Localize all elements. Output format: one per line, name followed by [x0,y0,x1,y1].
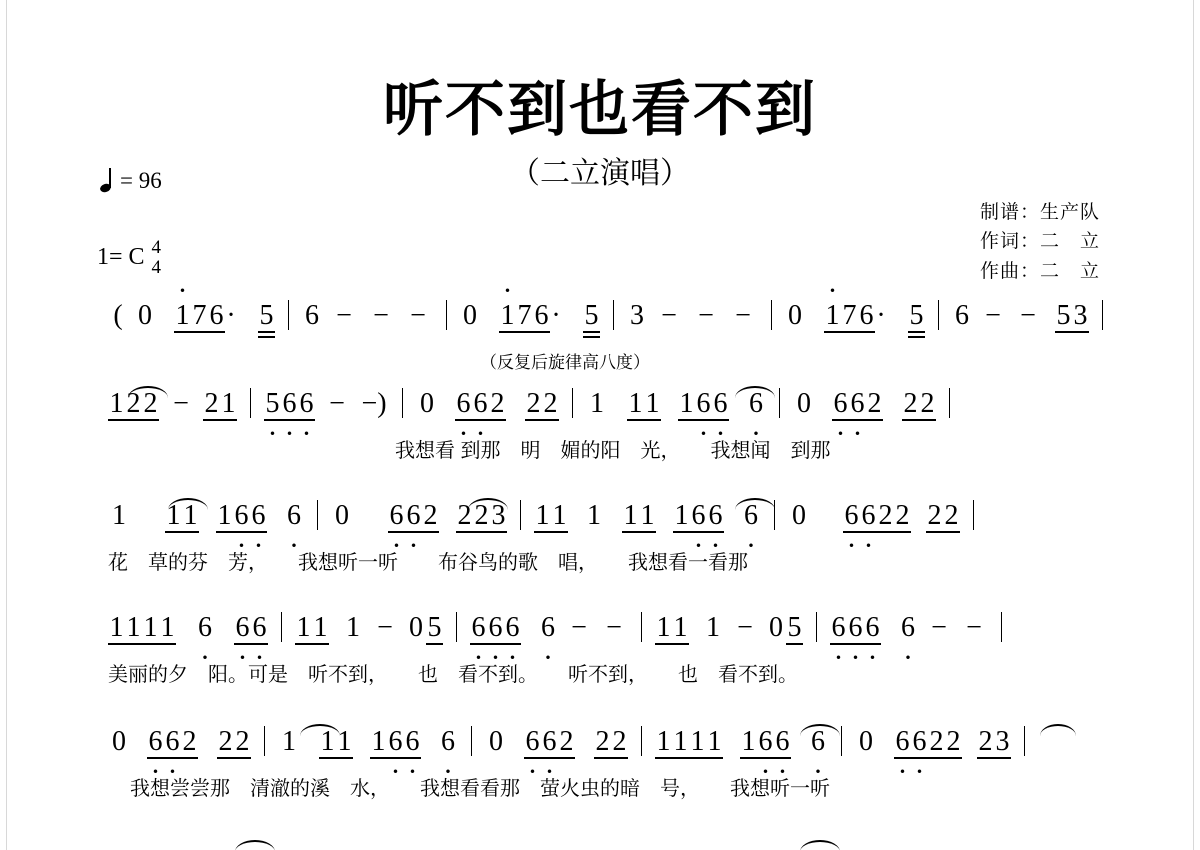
key-signature [97,238,161,278]
note-dot: · [551,300,561,331]
note: 1 [337,726,352,757]
note-row-5 [0,726,1200,772]
note: − [1020,300,1036,331]
note: 1 [690,726,705,757]
note: 1 [741,726,756,757]
note: 6 [209,300,224,331]
note: − [737,612,753,643]
note: −) [361,388,387,419]
note: · 1 [174,300,191,332]
note: 1 [320,726,335,757]
note: 1 [673,726,688,757]
note: 2 [927,500,942,531]
note: 3 [995,726,1010,757]
note: 7 [842,300,857,331]
note: 1 [166,500,181,531]
barline [471,726,472,756]
note: · 6 [234,612,251,644]
note: · 6 [541,726,558,758]
credit-composer: 作曲：二 立 [979,260,1100,282]
note: 1 [371,726,386,757]
note: 0 [769,612,783,643]
note: · 6 [233,500,250,532]
note: 2 [126,388,141,419]
note: 5 [584,300,599,331]
song-subtitle: （二立演唱） [510,157,690,190]
credit-arranger: 制谱：生产队 [979,202,1100,223]
repeat-annotation: （反复后旋律高八度） [480,353,650,372]
note: 5 [909,300,924,331]
note: 0 [463,300,477,331]
note: · 6 [746,388,766,420]
note: 1 [217,500,232,531]
note: 0 [409,612,423,643]
note: · 6 [455,388,472,420]
note: 1 [679,388,694,419]
note: · 6 [251,612,268,644]
lyric-row-3: 花 草的芬 芳， 我想听一听 布谷鸟的歌 唱， 我想看一看那 [108,552,748,574]
note: 0 [335,500,349,531]
quarter-note-icon [100,168,114,194]
lyric-row-1 [0,346,1200,376]
note: 3 [1073,300,1088,331]
note: 2 [143,388,158,419]
note: · 6 [774,726,791,758]
slur [800,840,840,850]
song-title: 听不到也看不到 [383,76,817,143]
note: 0 [489,726,503,757]
note: · 6 [898,612,918,644]
note: 6 [534,300,549,331]
note: 2 [920,388,935,419]
note: 1 [623,500,638,531]
lyric-row-2: 我想看 到那 明 媚的阳 光， 我想闻 到那 [395,440,831,462]
note: 2 [218,726,233,757]
note: 2 [978,726,993,757]
slur [235,840,275,850]
note: 3 [630,300,644,331]
note: 1 [221,388,236,419]
note: · 6 [388,500,405,532]
barline [446,300,447,330]
note: 1 [707,726,722,757]
note: 1 [143,612,158,643]
barline [1024,726,1025,756]
note: − [329,388,345,419]
note: · 6 [911,726,928,758]
note: · 6 [470,612,487,644]
note: 1 [313,612,328,643]
note: − [735,300,751,331]
note: · 6 [164,726,181,758]
note: 1 [109,612,124,643]
note: 1 [645,388,660,419]
barline [816,612,817,642]
note: 5 [259,300,274,331]
note: − [410,300,426,331]
barline [949,388,950,418]
note: 2 [946,726,961,757]
tempo-marking [100,168,162,194]
note: · 6 [298,388,315,420]
note: 2 [457,500,472,531]
note: 1 [535,500,550,531]
note: · 6 [707,500,724,532]
note: 1 [183,500,198,531]
note: · 6 [847,612,864,644]
note: · 6 [538,612,558,644]
note: 6 [859,300,874,331]
barline [572,388,573,418]
note: 2 [903,388,918,419]
note: 2 [423,500,438,531]
note: 2 [559,726,574,757]
note: 7 [517,300,532,331]
barline [641,612,642,642]
note: 0 [788,300,802,331]
note: · 5 [264,388,281,420]
note: 1 [640,500,655,531]
note: 0 [112,726,126,757]
note: · 1 [499,300,516,332]
note: 2 [490,388,505,419]
note: · 6 [741,500,761,532]
note: 0 [859,726,873,757]
note: − [931,612,947,643]
slur [1040,724,1076,736]
note: · 6 [524,726,541,758]
barline [250,388,251,418]
note: · 6 [404,726,421,758]
barline [456,612,457,642]
note: · 6 [849,388,866,420]
barline [264,726,265,756]
note: · 6 [695,388,712,420]
time-denominator: 4 [151,256,162,278]
note: 2 [929,726,944,757]
note: 1 [656,726,671,757]
music-system-5 [0,726,1200,802]
note: 0 [420,388,434,419]
time-numerator: 4 [151,237,162,258]
note: · 6 [250,500,267,532]
note: − [606,612,622,643]
note: 0 [792,500,806,531]
note: 2 [867,388,882,419]
note-row-3 [0,500,1200,546]
barline [1001,612,1002,642]
note: 1 [552,500,567,531]
barline [938,300,939,330]
note: 1 [673,612,688,643]
tempo-value: = 96 [120,168,162,193]
barline [774,500,775,530]
note: 2 [204,388,219,419]
note: · 6 [690,500,707,532]
note: ( [113,300,123,331]
key-label: 1= C [97,244,145,271]
note: · 6 [405,500,422,532]
note: 1 [160,612,175,643]
note: 2 [235,726,250,757]
music-system-4 [0,612,1200,688]
barline [281,612,282,642]
note: 6 [955,300,969,331]
note: − [173,388,189,419]
note: · 6 [894,726,911,758]
barline [973,500,974,530]
note: · 6 [832,388,849,420]
note: 5 [427,612,442,643]
note: 2 [944,500,959,531]
barline [613,300,614,330]
credits-block [980,198,1100,286]
note: · 6 [147,726,164,758]
barline [402,388,403,418]
note: 2 [526,388,541,419]
music-system-2 [0,388,1200,464]
note-row-2 [0,388,1200,434]
barline [288,300,289,330]
note: 0 [797,388,811,419]
note: · 6 [864,612,881,644]
note: 1 [296,612,311,643]
note: 1 [282,726,296,757]
note: 2 [182,726,197,757]
lyric-row-4: 美丽的夕 阳。可是 听不到， 也 看不到。 听不到， 也 看不到。 [108,664,798,686]
note: · 6 [472,388,489,420]
note: · 6 [830,612,847,644]
note-row-6 [0,836,1200,850]
barline [771,300,772,330]
note: 1 [109,388,124,419]
barline [520,500,521,530]
note: · 6 [438,726,458,758]
note-dot: · [876,300,886,331]
note: − [698,300,714,331]
note: 1 [112,500,126,531]
note: 2 [595,726,610,757]
note: · 6 [808,726,828,758]
note: − [966,612,982,643]
credit-lyricist: 作词：二 立 [979,231,1100,253]
note: · 6 [195,612,215,644]
note: 1 [590,388,604,419]
note: 1 [674,500,689,531]
note: 1 [628,388,643,419]
music-system-3 [0,500,1200,576]
lyric-row-5: 我想尝尝那 清澈的溪 水， 我想看看那 萤火虫的暗 号， 我想听一听 [130,778,830,800]
note: · 6 [860,500,877,532]
music-system-1 [0,300,1200,376]
note: 2 [474,500,489,531]
note: 2 [543,388,558,419]
barline [641,726,642,756]
note: 1 [587,500,601,531]
note-row-1 [0,300,1200,346]
note: 5 [1056,300,1071,331]
note: · 6 [843,500,860,532]
note: − [336,300,352,331]
note: 5 [787,612,802,643]
note: 3 [491,500,506,531]
note: 7 [192,300,207,331]
note: · 6 [757,726,774,758]
note: · 6 [712,388,729,420]
note: · 6 [504,612,521,644]
note-dot: · [226,300,236,331]
note: 1 [126,612,141,643]
note: · 6 [487,612,504,644]
note: − [661,300,677,331]
note: 2 [895,500,910,531]
note: − [377,612,393,643]
note: 1 [656,612,671,643]
note: − [373,300,389,331]
note: 2 [878,500,893,531]
note-row-4 [0,612,1200,658]
barline [841,726,842,756]
note: · 1 [824,300,841,332]
barline [1102,300,1103,330]
music-system-6-partial [0,836,1200,850]
note: 0 [138,300,152,331]
barline [779,388,780,418]
note: 1 [346,612,360,643]
note: 1 [706,612,720,643]
note: − [571,612,587,643]
note: · 6 [387,726,404,758]
barline [317,500,318,530]
note: · 6 [284,500,304,532]
note: − [985,300,1001,331]
note: 2 [612,726,627,757]
note: 6 [305,300,319,331]
time-signature [152,238,162,278]
note: · 6 [281,388,298,420]
